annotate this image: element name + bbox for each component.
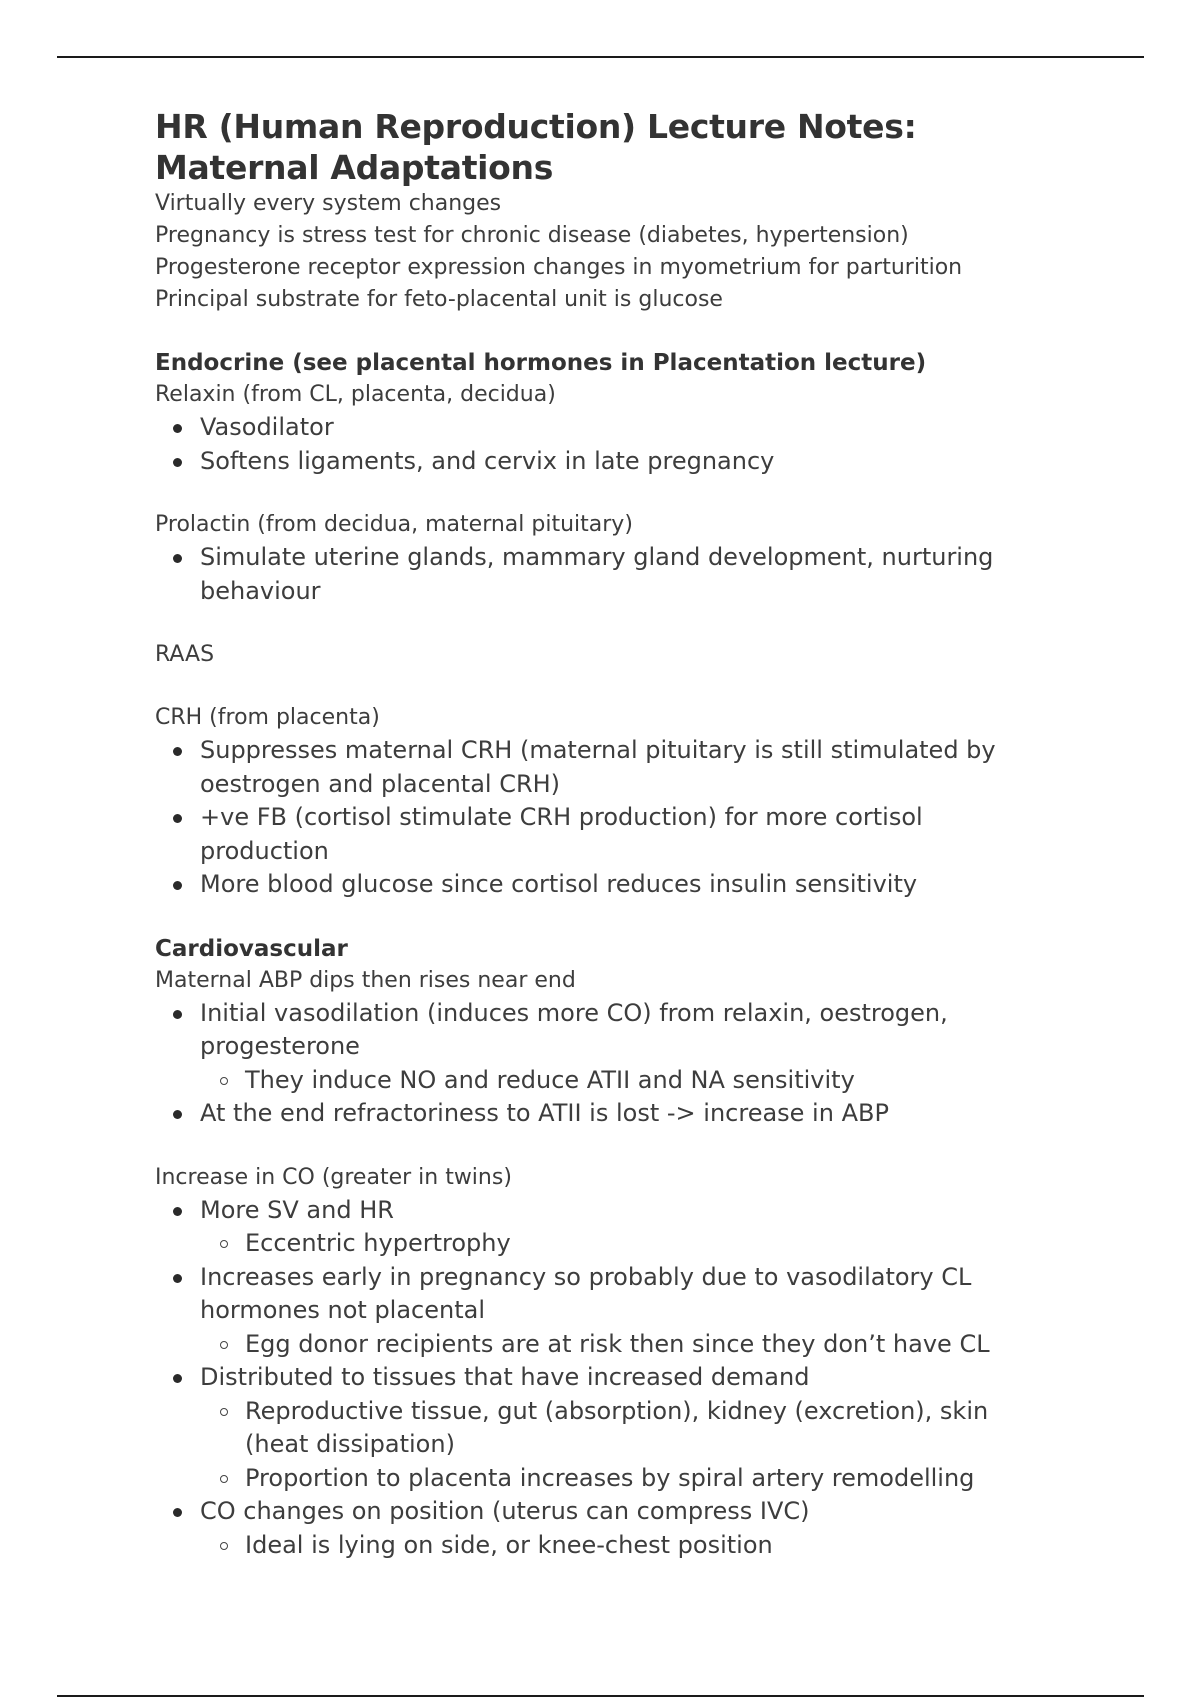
sub-list-item: Ideal is lying on side, or knee-chest position	[245, 1529, 1005, 1563]
list-item: Increases early in pregnancy so probably due to vasodilatory CL hormones not placental Egg donor recipients are at risk then since they don’t have CL	[200, 1261, 1005, 1362]
document-body	[155, 106, 1005, 1562]
sub-list-item: They induce NO and reduce ATII and NA sensitivity	[245, 1064, 1005, 1098]
prolactin-list	[155, 541, 1005, 608]
list-item: +ve FB (cortisol stimulate CRH production) for more cortisol production	[200, 801, 1005, 868]
sub-list	[200, 1529, 1005, 1563]
sub-list	[200, 1227, 1005, 1261]
hollow-bullet-icon	[220, 1408, 228, 1416]
bullet-icon	[173, 1010, 182, 1019]
list-item: Simulate uterine glands, mammary gland development, nurturing behaviour	[200, 541, 1005, 608]
bullet-icon	[173, 881, 182, 890]
list-item: Initial vasodilation (induces more CO) from relaxin, oestrogen, progesterone They induce NO and reduce ATII and NA sensitivity	[200, 997, 1005, 1098]
bullet-icon	[173, 554, 182, 563]
subsection-label-relaxin: Relaxin (from CL, placenta, decidua)	[155, 382, 556, 407]
list-item: CO changes on position (uterus can compress IVC) Ideal is lying on side, or knee-chest position	[200, 1495, 1005, 1562]
intro-line: Progesterone receptor expression changes in myometrium for parturition	[155, 255, 963, 280]
list-item: Suppresses maternal CRH (maternal pituitary is still stimulated by oestrogen and placental CRH)	[200, 734, 1005, 801]
subsection-label-crh: CRH (from placenta)	[155, 705, 380, 730]
list-item: More blood glucose since cortisol reduces insulin sensitivity	[200, 868, 1005, 902]
hollow-bullet-icon	[220, 1240, 228, 1248]
sub-list-item: Egg donor recipients are at risk then since they don’t have CL	[245, 1328, 1005, 1362]
subsection-label-abp: Maternal ABP dips then rises near end	[155, 967, 576, 993]
bullet-icon	[173, 747, 182, 756]
list-item: Softens ligaments, and cervix in late pregnancy	[200, 445, 1005, 479]
bullet-icon	[173, 1110, 182, 1119]
relaxin-list	[155, 411, 1005, 478]
subsection-label-prolactin: Prolactin (from decidua, maternal pituitary)	[155, 512, 633, 537]
section-heading-cardiovascular: Cardiovascular	[155, 935, 348, 962]
list-item: At the end refractoriness to ATII is lost -> increase in ABP	[200, 1097, 1005, 1131]
abp-list	[155, 997, 1005, 1131]
sub-list	[200, 1064, 1005, 1098]
hollow-bullet-icon	[220, 1475, 228, 1483]
bullet-icon	[173, 1374, 182, 1383]
hollow-bullet-icon	[220, 1542, 228, 1550]
section-heading-endocrine: Endocrine (see placental hormones in Placentation lecture)	[155, 350, 927, 376]
subsection-label-co: Increase in CO (greater in twins)	[155, 1164, 512, 1190]
top-rule	[57, 56, 1144, 58]
page-title: HR (Human Reproduction) Lecture Notes: Maternal Adaptations	[155, 107, 917, 187]
sub-list-item: Proportion to placenta increases by spiral artery remodelling	[245, 1462, 1005, 1496]
intro-line: Virtually every system changes	[155, 191, 502, 216]
list-item: Distributed to tissues that have increased demand Reproductive tissue, gut (absorption), kidney (excretion), skin (heat dissipation) Proportion to placenta increases by spiral artery remodelling	[200, 1361, 1005, 1495]
subsection-label-raas: RAAS	[155, 642, 215, 667]
bullet-icon	[173, 1274, 182, 1283]
sub-list-item: Reproductive tissue, gut (absorption), kidney (excretion), skin (heat dissipation)	[245, 1395, 1005, 1462]
hollow-bullet-icon	[220, 1077, 228, 1085]
crh-list	[155, 734, 1005, 902]
hollow-bullet-icon	[220, 1341, 228, 1349]
intro-line: Pregnancy is stress test for chronic disease (diabetes, hypertension)	[155, 223, 909, 248]
bullet-icon	[173, 814, 182, 823]
bullet-icon	[173, 424, 182, 433]
bullet-icon	[173, 1508, 182, 1517]
co-list	[155, 1194, 1005, 1563]
list-item: More SV and HR Eccentric hypertrophy	[200, 1194, 1005, 1261]
sub-list	[200, 1395, 1005, 1496]
list-item: Vasodilator	[200, 411, 1005, 445]
bullet-icon	[173, 458, 182, 467]
intro-line: Principal substrate for feto-placental unit is glucose	[155, 287, 723, 312]
sub-list-item: Eccentric hypertrophy	[245, 1227, 1005, 1261]
sub-list	[200, 1328, 1005, 1362]
bullet-icon	[173, 1207, 182, 1216]
bottom-rule	[57, 1695, 1144, 1697]
